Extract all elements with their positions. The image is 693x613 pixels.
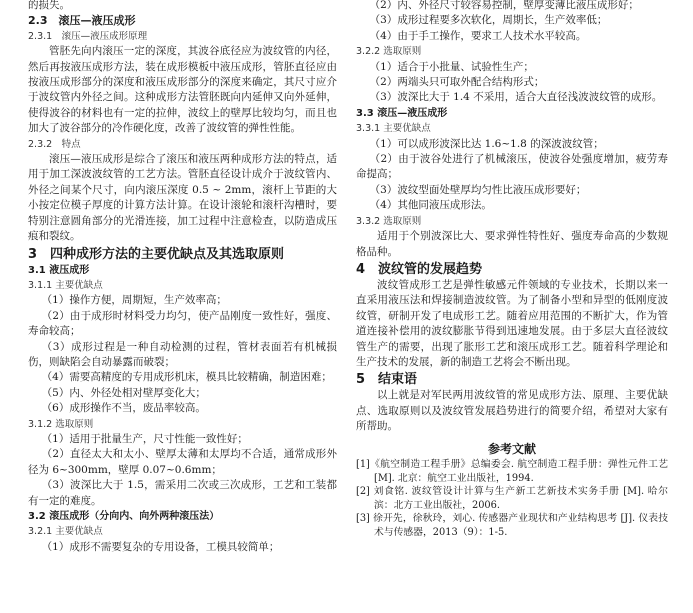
- section-3-3-1-heading: 3.3.1 主要优缺点: [356, 123, 431, 135]
- list-item: （3）波深比大于 1.5，需采用二次或三次成形，工艺和工装都有一定的难度。: [28, 479, 337, 507]
- section-3-2-heading: 3.2 滚压成形（分向内、向外两种滚压法）: [28, 511, 220, 522]
- section-2-3-1-heading: 2.3.1 滚压—液压成形原理: [28, 30, 148, 42]
- list-item: （4）需要高精度的专用成形机床，模具比较精确，制造困难；: [41, 371, 332, 384]
- list-item: （2）两端头只可取外配合结构形式；: [369, 76, 545, 89]
- continuation-text: 的损失。: [28, 0, 70, 11]
- conclusion-paragraph: 以上就是对军民两用波纹管的常见成形方法、原理、主要优缺点、选取原则以及波纹管发展趋势进行的简要介绍，希望对大家有所帮助。: [356, 389, 668, 433]
- list-item: （3）成形过程是一种自动检测的过程，管材表面若有机械损伤，则缺陷会自动暴露而破裂；: [28, 340, 337, 368]
- section-3-1-1-heading: 3.1.1 主要优缺点: [28, 279, 103, 291]
- selection-paragraph: 适用于个别波深比大、要求弹性特性好、强度寿命高的少数规格品种。: [356, 230, 668, 258]
- section-5-heading: 5 结束语: [356, 372, 418, 388]
- reference-item: [3] 徐开先，徐秋玲，刘心. 传感器产业现状和产业结构思考 [J]. 仪表技术与传感器，2013（9）：1-5.: [356, 513, 668, 538]
- list-item: （2）由于波谷处进行了机械滚压，使波谷处强度增加，疲劳寿命提高；: [356, 153, 668, 181]
- section-3-3-heading: 3.3 滚压—液压成形: [356, 107, 448, 119]
- section-2-3-2-heading: 2.3.2 特点: [28, 138, 81, 150]
- list-item: （1）操作方便，周期短，生产效率高；: [41, 294, 227, 307]
- list-item: （3）波深比大于 1.4 不采用，适合大直径浅波波纹管的成形。: [369, 91, 663, 104]
- reference-item: [1]《航空制造工程手册》总编委会. 航空制造工程手册：弹性元件工艺 [M]. 北京：航空工业出版社，1994.: [356, 458, 668, 484]
- reference-item: [2] 刘食铭. 波纹管设计计算与生产新工艺新技术实务手册 [M]. 哈尔滨：北方工业出版社，2006.: [356, 486, 668, 511]
- features-paragraph: 滚压—液压成形是综合了滚压和液压两种成形方法的特点，适用于加工深波波纹管的工艺方法。管胚直径设计成介于波纹管内、外径之间某个尺寸，向内滚压深度 0.5 ~ 2mm，滚杆上节距的大小按定位模子厚度的计算方法计算。在设计滚轮和滚杆沟槽时，要特别注意圆角部分的光滑连接，加工过程中注意检查，以防造成压痕和裂纹。: [28, 153, 337, 243]
- list-item: （1）可以成形波深比达 1.6~1.8 的深波波纹管；: [369, 137, 604, 150]
- section-3-3-2-heading: 3.3.2 选取原则: [356, 215, 422, 227]
- list-item: （1）成形不需要复杂的专用设备，工模具较简单；: [41, 540, 280, 553]
- list-item: （3）成形过程要多次软化，周期长，生产效率低；: [369, 14, 608, 27]
- principle-paragraph: 管胚先向内滚压一定的深度，其波谷底径应为波纹管的内径，然后再按液压成形方法，装在成形模板中液压成形，管胚直径应由按液压成形部分的深度和液压成形部分的深度来确定，其尺寸应介于波纹管内外径之间。这种成形方法管胚既向内延伸又向外延伸，使得波谷的材料也有一定的拉伸，波纹上的壁厚比较均匀，而且也加大了波谷部分的冷作硬化度，改善了波纹管的弹性性能。: [28, 45, 337, 135]
- section-3-1-heading: 3.1 液压成形: [28, 264, 90, 276]
- list-item: （6）成形操作不当，废品率较高。: [41, 402, 206, 415]
- list-item: （4）其他同液压成形法。: [369, 199, 492, 212]
- section-4-heading: 4 波纹管的发展趋势: [356, 261, 483, 277]
- list-item: （4）由于手工操作，要求工人技术水平较高。: [369, 29, 587, 42]
- trend-paragraph: 波纹管成形工艺是弹性敏感元件领域的专业技术，长期以来一直采用液压法和焊接制造波纹管。为了制备小型和异型的低刚度波纹管，研制开发了电成形工艺。随着应用范围的不断扩大，作为管道连接补偿用的波纹膨胀节得到迅速地发展。由于多层大直径波纹管生产的需要，出现了胀形工艺和滚压成形工艺。随着科学理论和生产技术的发展，新的制造工艺将会不断出现。: [356, 278, 668, 368]
- section-3-1-2-heading: 3.1.2 选取原则: [28, 418, 94, 430]
- list-item: （5）内、外径处相对壁厚变化大；: [41, 386, 206, 399]
- section-2-3-heading: 2.3 滚压—液压成形: [28, 14, 136, 28]
- list-item: （1）适用于批量生产，尺寸性能一致性好；: [41, 432, 248, 445]
- list-item: （1）适合于小批量、试验性生产；: [369, 60, 534, 73]
- list-item: （2）直径太大和太小、壁厚太薄和太厚均不合适，通常成形外径为 6~300mm，壁厚 0.07~0.6mm；: [28, 448, 337, 476]
- left-column: [28, 0, 337, 555]
- right-column: [356, 0, 668, 540]
- references-title: 参考文献: [487, 441, 536, 456]
- section-3-2-1-heading: 3.2.1 主要优缺点: [28, 526, 103, 538]
- section-3-heading: 3 四种成形方法的主要优缺点及其选取原则: [28, 246, 285, 262]
- list-item: （3）波纹型面处壁厚均匀性比液压成形要好；: [369, 183, 587, 196]
- section-3-2-2-heading: 3.2.2 选取原则: [356, 46, 422, 58]
- list-item: （2）由于成形时材料受力均匀，使产品刚度一致性好，强度、寿命较高；: [28, 309, 337, 338]
- list-item: （2）内、外径尺寸较容易控制，壁厚变薄比液压成形好；: [369, 0, 639, 11]
